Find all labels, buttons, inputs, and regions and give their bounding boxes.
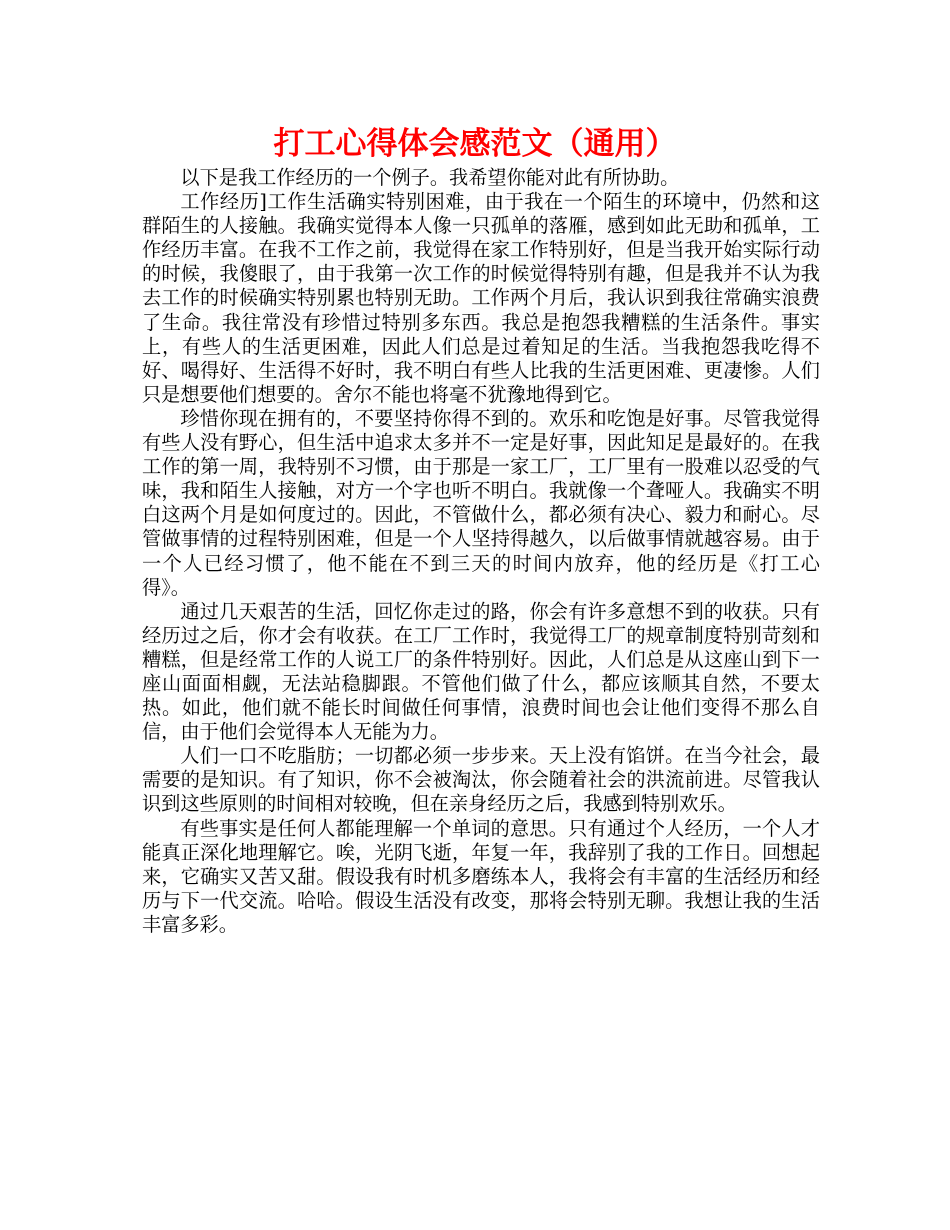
paragraph-3: 珍惜你现在拥有的，不要坚持你得不到的。欢乐和吃饱是好事。尽管我觉得有些人没有野心，但生活中追求太多并不一定是好事，因此知足是最好的。在我工作的第一周，我特别不习惯，由于那是一家工厂，工厂里有一股难以忍受的气味，我和陌生人接触，对方一个字也听不明白。我就像一个聋哑人。我确实不明白这两个月是如何度过的。因此，不管做什么，都必须有决心、毅力和耐心。尽管做事情的过程特别困难，但是一个人坚持得越久，以后做事情就越容易。由于一个人已经习惯了，他不能在不到三天的时间内放弃，他的经历是《打工心得》。 xyxy=(142,406,820,599)
document-body xyxy=(142,166,820,937)
paragraph-4: 通过几天艰苦的生活，回忆你走过的路，你会有许多意想不到的收获。只有经历过之后，你才会有收获。在工厂工作时，我觉得工厂的规章制度特别苛刻和糟糕，但是经常工作的人说工厂的条件特别好。因此，人们总是从这座山到下一座山面面相觑，无法站稳脚跟。不管他们做了什么，都应该顺其自然，不要太热。如此，他们就不能长时间做任何事情，浪费时间也会让他们变得不那么自信，由于他们会觉得本人无能为力。 xyxy=(142,599,820,744)
paragraph-2: 工作经历]工作生活确实特别困难，由于我在一个陌生的环境中，仍然和这群陌生的人接触。我确实觉得本人像一只孤单的落雁，感到如此无助和孤单，工作经历丰富。在我不工作之前，我觉得在家工作特别好，但是当我开始实际行动的时候，我傻眼了，由于我第一次工作的时候觉得特别有趣，但是我并不认为我去工作的时候确实特别累也特别无助。工作两个月后，我认识到我往常确实浪费了生命。我往常没有珍惜过特别多东西。我总是抱怨我糟糕的生活条件。事实上，有些人的生活更困难，因此人们总是过着知足的生活。当我抱怨我吃得不好、喝得好、生活得不好时，我不明白有些人比我的生活更困难、更凄惨。人们只是想要他们想要的。舍尔不能也将毫不犹豫地得到它。 xyxy=(142,190,820,406)
paragraph-6: 有些事实是任何人都能理解一个单词的意思。只有通过个人经历，一个人才能真正深化地理解它。唉，光阴飞逝，年复一年，我辞别了我的工作日。回想起来，它确实又苦又甜。假设我有时机多磨练本人，我将会有丰富的生活经历和经历与下一代交流。哈哈。假设生活没有改变，那将会特别无聊。我想让我的生活丰富多彩。 xyxy=(142,816,820,936)
paragraph-1: 以下是我工作经历的一个例子。我希望你能对此有所协助。 xyxy=(180,166,680,189)
document-title: 打工心得体会感范文（通用） xyxy=(273,126,677,162)
paragraph-5: 人们一口不吃脂肪；一切都必须一步步来。天上没有馅饼。在当今社会，最需要的是知识。有了知识，你不会被淘汰，你会随着社会的洪流前进。尽管我认识到这些原则的时间相对较晚，但在亲身经历之后，我感到特别欢乐。 xyxy=(142,744,820,816)
